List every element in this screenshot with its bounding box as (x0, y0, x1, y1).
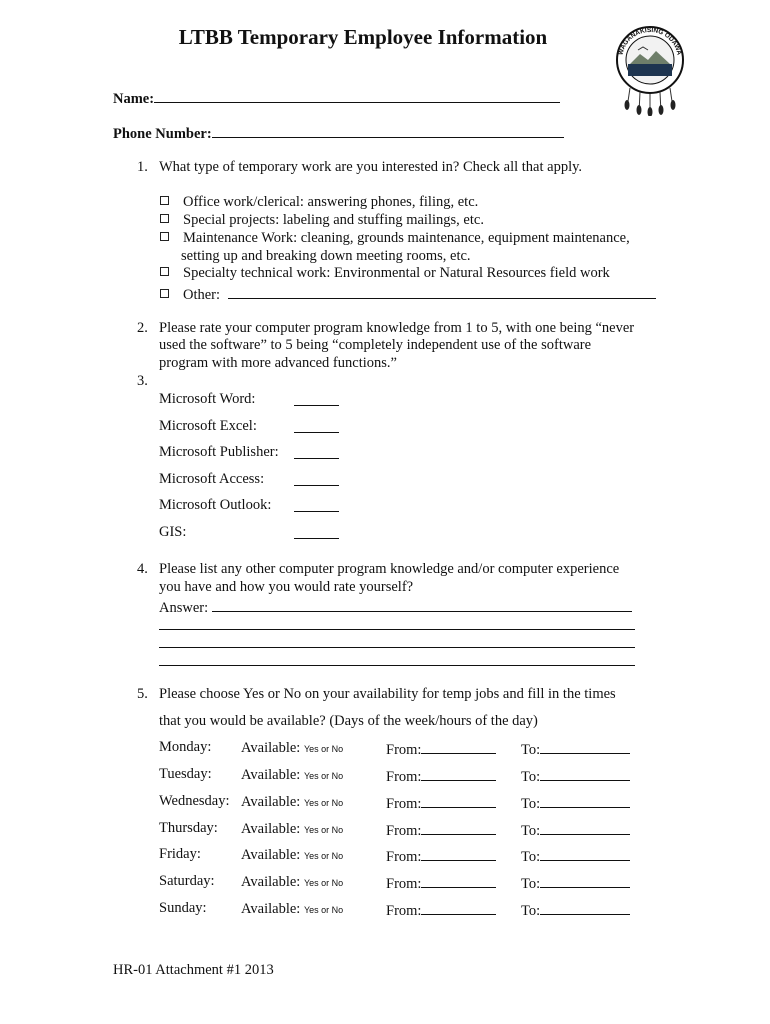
available-group (241, 901, 343, 918)
to-label: To: (521, 876, 541, 892)
to-group (521, 820, 630, 840)
available-group (241, 874, 343, 891)
yes-no-choice[interactable]: Yes or No (303, 744, 344, 754)
from-field[interactable] (421, 766, 496, 781)
from-label: From: (386, 876, 422, 892)
answer-field[interactable] (212, 597, 632, 612)
rating-field-excel[interactable] (294, 418, 339, 433)
option-label: Office work/clerical: answering phones, filing, etc. (183, 194, 479, 210)
available-group (241, 847, 343, 864)
seal-text: WAGANAKISING ODAWA (617, 26, 683, 56)
day-label: Saturday: (159, 873, 215, 889)
q1-option-office (160, 194, 478, 211)
q3-number: 3. (137, 373, 148, 389)
seal-icon (608, 20, 692, 116)
q1-option-other (160, 284, 656, 304)
to-field[interactable] (540, 739, 630, 754)
q4-number: 4. (137, 561, 148, 577)
rating-field-access[interactable] (294, 471, 339, 486)
q1-text: What type of temporary work are you interested in? Check all that apply. (159, 159, 583, 175)
q1-option-maintenance (160, 230, 630, 247)
to-group (521, 793, 630, 813)
checkbox[interactable] (160, 232, 169, 241)
from-group (386, 793, 496, 813)
day-label: Friday: (159, 846, 201, 862)
yes-no-choice[interactable]: Yes or No (303, 851, 344, 861)
from-label: From: (386, 742, 422, 758)
program-label-outlook: Microsoft Outlook: (159, 497, 272, 513)
available-label: Available: (241, 740, 301, 756)
program-label-excel: Microsoft Excel: (159, 418, 257, 434)
answer-line[interactable] (159, 633, 635, 648)
to-label: To: (521, 796, 541, 812)
checkbox[interactable] (160, 267, 169, 276)
day-label: Monday: (159, 739, 212, 755)
q1-option-maintenance-cont: setting up and breaking down meeting rooms, etc. (181, 248, 471, 264)
yes-no-choice[interactable]: Yes or No (303, 905, 344, 915)
phone-row (113, 123, 564, 143)
to-field[interactable] (540, 793, 630, 808)
available-label: Available: (241, 767, 301, 783)
to-label: To: (521, 742, 541, 758)
from-group (386, 766, 496, 786)
yes-no-choice[interactable]: Yes or No (303, 771, 344, 781)
from-field[interactable] (421, 739, 496, 754)
other-field[interactable] (228, 284, 656, 299)
available-group (241, 740, 343, 757)
to-label: To: (521, 849, 541, 865)
available-group (241, 767, 343, 784)
available-label: Available: (241, 901, 301, 917)
rating-field-outlook[interactable] (294, 497, 339, 512)
answer-line[interactable] (159, 615, 635, 630)
rating-field-gis[interactable] (294, 524, 339, 539)
name-field[interactable] (154, 88, 560, 103)
from-field[interactable] (421, 846, 496, 861)
rating-field-publisher[interactable] (294, 444, 339, 459)
q2-line: used the software” to 5 being “completely independent use of the software (159, 337, 592, 353)
from-group (386, 846, 496, 866)
q1-option-specialty (160, 265, 610, 282)
to-group (521, 739, 630, 759)
day-label: Thursday: (159, 820, 218, 836)
from-label: From: (386, 769, 422, 785)
q4-line: Please list any other computer program knowledge and/or computer experience (159, 561, 620, 577)
to-group (521, 900, 630, 920)
q4-answer-row (159, 597, 632, 617)
to-field[interactable] (540, 900, 630, 915)
footer-text: HR-01 Attachment #1 2013 (113, 962, 274, 978)
name-label: Name: (113, 91, 155, 107)
available-label: Available: (241, 874, 301, 890)
from-label: From: (386, 849, 422, 865)
to-field[interactable] (540, 846, 630, 861)
q2-number: 2. (137, 320, 148, 336)
to-group (521, 846, 630, 866)
q5-line: that you would be available? (Days of the week/hours of the day) (159, 713, 538, 729)
q4-line: you have and how you would rate yourself? (159, 579, 414, 595)
day-label: Sunday: (159, 900, 207, 916)
to-label: To: (521, 823, 541, 839)
yes-no-choice[interactable]: Yes or No (303, 878, 344, 888)
from-group (386, 739, 496, 759)
available-label: Available: (241, 847, 301, 863)
available-group (241, 821, 343, 838)
from-group (386, 873, 496, 893)
from-label: From: (386, 796, 422, 812)
program-label-gis: GIS: (159, 524, 187, 540)
to-label: To: (521, 769, 541, 785)
checkbox[interactable] (160, 289, 169, 298)
phone-label: Phone Number: (113, 126, 212, 142)
answer-label: Answer: (159, 600, 209, 616)
name-row (113, 88, 560, 108)
program-label-word: Microsoft Word: (159, 391, 256, 407)
q1-option-special (160, 212, 484, 229)
option-label: Maintenance Work: cleaning, grounds maintenance, equipment maintenance, (183, 230, 630, 246)
rating-field-word[interactable] (294, 391, 339, 406)
day-label: Tuesday: (159, 766, 212, 782)
option-label: Other: (183, 287, 221, 303)
program-label-access: Microsoft Access: (159, 471, 265, 487)
q5-number: 5. (137, 686, 148, 702)
to-group (521, 873, 630, 893)
from-field[interactable] (421, 820, 496, 835)
from-field[interactable] (421, 873, 496, 888)
checkbox[interactable] (160, 196, 169, 205)
from-group (386, 820, 496, 840)
from-group (386, 900, 496, 920)
from-field[interactable] (421, 793, 496, 808)
available-label: Available: (241, 821, 301, 837)
q2-line: Please rate your computer program knowledge from 1 to 5, with one being “never (159, 320, 635, 336)
available-label: Available: (241, 794, 301, 810)
available-group (241, 794, 343, 811)
day-label: Wednesday: (159, 793, 230, 809)
yes-no-choice[interactable]: Yes or No (303, 798, 344, 808)
to-field[interactable] (540, 820, 630, 835)
from-label: From: (386, 903, 422, 919)
to-group (521, 766, 630, 786)
option-label: Special projects: labeling and stuffing mailings, etc. (183, 212, 484, 228)
tribal-seal-logo (608, 20, 692, 116)
to-field[interactable] (540, 766, 630, 781)
from-label: From: (386, 823, 422, 839)
checkbox[interactable] (160, 214, 169, 223)
q1-number: 1. (137, 159, 148, 175)
from-field[interactable] (421, 900, 496, 915)
phone-field[interactable] (212, 123, 564, 138)
q5-line: Please choose Yes or No on your availability for temp jobs and fill in the times (159, 686, 616, 702)
program-label-publisher: Microsoft Publisher: (159, 444, 279, 460)
option-label: Specialty technical work: Environmental or Natural Resources field work (183, 265, 610, 281)
yes-no-choice[interactable]: Yes or No (303, 825, 344, 835)
to-label: To: (521, 903, 541, 919)
page-title: LTBB Temporary Employee Information (178, 25, 548, 49)
q2-line: program with more advanced functions.” (159, 355, 397, 371)
answer-line[interactable] (159, 651, 635, 666)
to-field[interactable] (540, 873, 630, 888)
